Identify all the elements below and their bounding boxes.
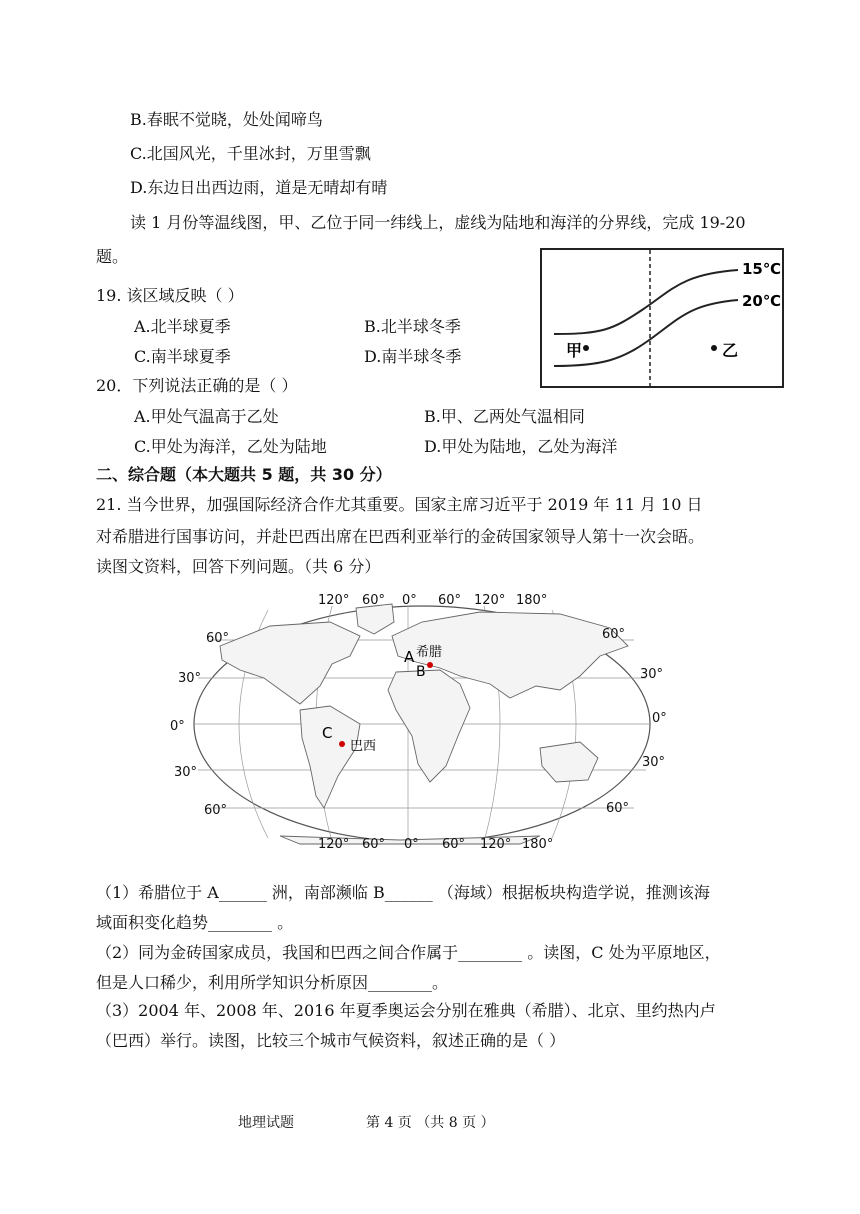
isotherm-20-label: 20℃: [742, 292, 782, 310]
section-2-heading: 二、综合题（本大题共 5 题，共 30 分）: [96, 465, 392, 484]
left-lat-label: 60°: [206, 631, 230, 646]
part-3-line-1: （3）2004 年、2008 年、2016 年夏季奥运会分别在雅典（希腊）、北京、里约热内卢: [96, 1001, 716, 1020]
question-20: 20．下列说法正确的是（ ）: [96, 376, 298, 395]
bottom-tick-label: 60°: [362, 837, 386, 852]
q20-option-b: B.甲、乙两处气温相同: [424, 407, 585, 426]
part-2-line-1: （2）同为金砖国家成员，我国和巴西之间合作属于________ 。读图，C 处为平原地区，: [96, 943, 721, 962]
footer-subject: 地理试题: [238, 1115, 294, 1131]
q21-line-3: 读图文资料，回答下列问题。（共 6 分）: [96, 557, 381, 576]
left-lat-label: 30°: [174, 765, 198, 780]
q20-option-d: D.甲处为陆地，乙处为海洋: [424, 437, 618, 456]
label-a: A: [404, 648, 415, 666]
right-lat-label: 30°: [642, 755, 666, 770]
greece-marker: [427, 662, 433, 668]
world-map: [160, 586, 680, 856]
label-b: B: [416, 664, 426, 680]
brazil-marker: [339, 741, 345, 747]
bottom-tick-label: 0°: [404, 837, 419, 852]
bottom-tick-label: 120°: [480, 837, 512, 852]
q20-option-a: A.甲处气温高于乙处: [134, 407, 279, 426]
question-19: 19. 该区域反映（ ）: [96, 286, 244, 305]
left-lat-label: 0°: [170, 719, 185, 734]
point-yi-dot: [711, 345, 717, 351]
right-lat-label: 0°: [652, 711, 667, 726]
top-tick-label: 60°: [438, 593, 462, 608]
q19-option-d: D.南半球冬季: [364, 347, 462, 366]
isotherm-svg: [542, 250, 782, 386]
top-tick-label: 0°: [402, 593, 417, 608]
top-tick-label: 120°: [474, 593, 506, 608]
point-jia-dot: [583, 345, 589, 351]
top-tick-label: 120°: [318, 593, 350, 608]
bottom-tick-label: 60°: [442, 837, 466, 852]
part-2-line-2: 但是人口稀少，利用所学知识分析原因________。: [96, 973, 449, 992]
part-1-line-2: 域面积变化趋势________ 。: [96, 913, 294, 932]
part-3-line-2: （巴西）举行。读图，比较三个城市气候资料，叙述正确的是（ ）: [96, 1031, 566, 1050]
left-lat-label: 60°: [204, 803, 228, 818]
q19-option-a: A.北半球夏季: [134, 317, 231, 336]
label-brazil: 巴西: [350, 739, 377, 754]
point-jia-label: 甲: [566, 341, 583, 360]
bottom-tick-label: 120°: [318, 837, 350, 852]
isotherm-15: [554, 270, 738, 334]
option-c: C.北国风光，千里冰封，万里雪飘: [130, 144, 371, 163]
top-tick-label: 60°: [362, 593, 386, 608]
option-d: D.东边日出西边雨，道是无晴却有晴: [130, 178, 388, 197]
option-b: B.春眠不觉晓，处处闻啼鸟: [130, 110, 323, 129]
q21-line-1: 21. 当今世界，加强国际经济合作尤其重要。国家主席习近平于 2019 年 11 月 10 日: [96, 495, 703, 514]
left-lat-label: 30°: [178, 671, 202, 686]
q19-option-b: B.北半球冬季: [364, 317, 461, 336]
bottom-tick-label: 180°: [522, 837, 554, 852]
part-1-line-1: （1）希腊位于 A______ 洲，南部濒临 B______ （海域）根据板块构造学说，推测该海: [96, 883, 710, 902]
footer-page: 第 4 页 （共 8 页 ）: [366, 1115, 495, 1131]
label-greece: 希腊: [416, 645, 443, 660]
label-c: C: [322, 724, 333, 742]
point-yi-label: 乙: [722, 341, 739, 360]
right-lat-label: 60°: [606, 801, 630, 816]
right-lat-label: 60°: [602, 627, 626, 642]
right-lat-label: 30°: [640, 667, 664, 682]
top-tick-label: 180°: [516, 593, 548, 608]
intro-line-1: 读 1 月份等温线图，甲、乙位于同一纬线上，虚线为陆地和海洋的分界线，完成 19-20: [130, 213, 746, 232]
q19-option-c: C.南半球夏季: [134, 347, 231, 366]
isotherm-15-label: 15℃: [742, 260, 782, 278]
q20-option-c: C.甲处为海洋，乙处为陆地: [134, 437, 327, 456]
isotherm-diagram: [540, 248, 784, 388]
q21-line-2: 对希腊进行国事访问，并赴巴西出席在巴西利亚举行的金砖国家领导人第十一次会晤。: [96, 527, 705, 546]
intro-line-2: 题。: [96, 247, 129, 266]
